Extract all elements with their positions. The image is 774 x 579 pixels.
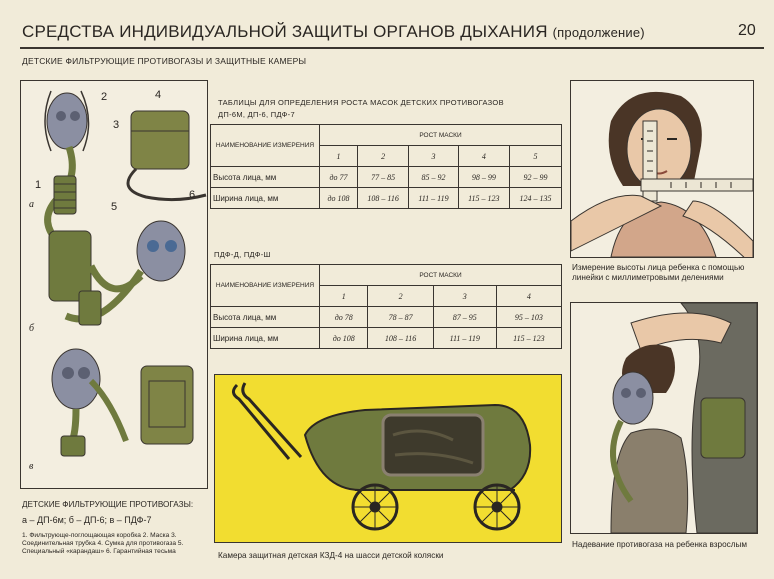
table-row [211, 328, 562, 349]
table-cell: 124 – 135 [509, 188, 561, 209]
table2-col: 2 [368, 286, 433, 307]
face-measurement-illustration [571, 81, 753, 257]
stroller-caption: Камера защитная детская КЗД-4 на шасси детской коляски [218, 551, 444, 560]
table-cell: 108 – 116 [368, 328, 433, 349]
table-cell: до 108 [320, 328, 368, 349]
gas-mask-illustration-panel [20, 80, 208, 489]
table-cell: 87 – 95 [433, 307, 496, 328]
table-cell: 115 – 123 [496, 328, 561, 349]
header-rule [20, 47, 764, 49]
section-subtitle: ДЕТСКИЕ ФИЛЬТРУЮЩИЕ ПРОТИВОГАЗЫ И ЗАЩИТНЫЕ КАМЕРЫ [22, 56, 307, 66]
callout-2: 2 [101, 91, 108, 103]
table-cell: 95 – 103 [496, 307, 561, 328]
gas-mask-caption-title: ДЕТСКИЕ ФИЛЬТРУЮЩИЕ ПРОТИВОГАЗЫ: [22, 500, 194, 509]
table-cell: до 78 [320, 307, 368, 328]
table2-header-group: РОСТ МАСКИ [320, 265, 562, 286]
table2-row-label: Ширина лица, мм [211, 328, 320, 349]
face-measurement-caption: Измерение высоты лица ребенка с помощью линейки с миллиметровыми делениями [572, 263, 745, 282]
page-title-main: СРЕДСТВА ИНДИВИДУАЛЬНОЙ ЗАЩИТЫ ОРГАНОВ ДЫХАНИЯ [22, 22, 548, 41]
table1-title-line1: ТАБЛИЦЫ ДЛЯ ОПРЕДЕЛЕНИЯ РОСТА МАСОК ДЕТСКИХ ПРОТИВОГАЗОВ [218, 98, 504, 107]
gas-mask-variant-b [49, 221, 185, 325]
table-row [211, 307, 562, 328]
table-cell: 77 – 85 [358, 167, 409, 188]
table2-header-name: НАИМЕНОВАНИЕ ИЗМЕРЕНИЯ [211, 265, 320, 307]
table2-col: 4 [496, 286, 561, 307]
gas-mask-caption-legend: 1. Фильтрующе-поглощающая коробка 2. Маска 3. Соединительная трубка 4. Сумка для противогаза 5. Специальный «карандаш» 6. Гарантийная тесьма [22, 532, 184, 556]
table1-col: 3 [409, 146, 459, 167]
callout-1: 1 [35, 179, 42, 191]
table1-header-name: НАИМЕНОВАНИЕ ИЗМЕРЕНИЯ [211, 125, 320, 167]
variant-label-b: б [29, 323, 35, 334]
variant-label-c: в [29, 461, 34, 472]
page-number: 20 [738, 22, 756, 39]
callout-5: 5 [111, 201, 118, 213]
table-cell: до 77 [320, 167, 358, 188]
stroller-chamber-illustration [215, 375, 561, 542]
table1-row-label: Ширина лица, мм [211, 188, 320, 209]
table-cell: 92 – 99 [509, 167, 561, 188]
table2-col: 1 [320, 286, 368, 307]
gas-mask-variant-a [45, 91, 206, 237]
table-cell: 108 – 116 [358, 188, 409, 209]
table2-col: 3 [433, 286, 496, 307]
adult-fitting-illustration [571, 303, 757, 533]
table1-row-label: Высота лица, мм [211, 167, 320, 188]
face-measurement-panel [570, 80, 754, 258]
table1-col: 1 [320, 146, 358, 167]
table-cell: 78 – 87 [368, 307, 433, 328]
callout-6: 6 [189, 189, 196, 201]
adult-fitting-caption: Надевание противогаза на ребенка взрослым [572, 540, 748, 549]
page-title [22, 22, 645, 42]
gas-mask-variant-c [52, 349, 193, 456]
table1-col: 2 [358, 146, 409, 167]
callout-3: 3 [113, 119, 120, 131]
table-row [211, 188, 562, 209]
table-cell: 115 – 123 [458, 188, 509, 209]
table1-header-group: РОСТ МАСКИ [320, 125, 562, 146]
mask-size-table-2 [210, 264, 562, 349]
table-row [211, 167, 562, 188]
callout-4: 4 [155, 89, 162, 101]
gas-mask-illustration [21, 81, 207, 488]
table-cell: 85 – 92 [409, 167, 459, 188]
table-cell: 111 – 119 [433, 328, 496, 349]
table1-title-line2: ДП-6М, ДП-6, ПДФ-7 [218, 110, 295, 119]
gas-mask-caption-types: а – ДП-6м; б – ДП-6; в – ПДФ-7 [22, 515, 152, 525]
table-cell: 111 – 119 [409, 188, 459, 209]
mask-size-table-1 [210, 124, 562, 209]
table1-col: 4 [458, 146, 509, 167]
stroller-chamber-panel [214, 374, 562, 543]
table-cell: 98 – 99 [458, 167, 509, 188]
table2-title: ПДФ-Д, ПДФ-Ш [214, 250, 271, 259]
adult-fitting-panel [570, 302, 758, 534]
table1-col: 5 [509, 146, 561, 167]
table-cell: до 108 [320, 188, 358, 209]
page-title-suffix: (продолжение) [552, 25, 645, 40]
table2-row-label: Высота лица, мм [211, 307, 320, 328]
variant-label-a: а [29, 199, 34, 210]
